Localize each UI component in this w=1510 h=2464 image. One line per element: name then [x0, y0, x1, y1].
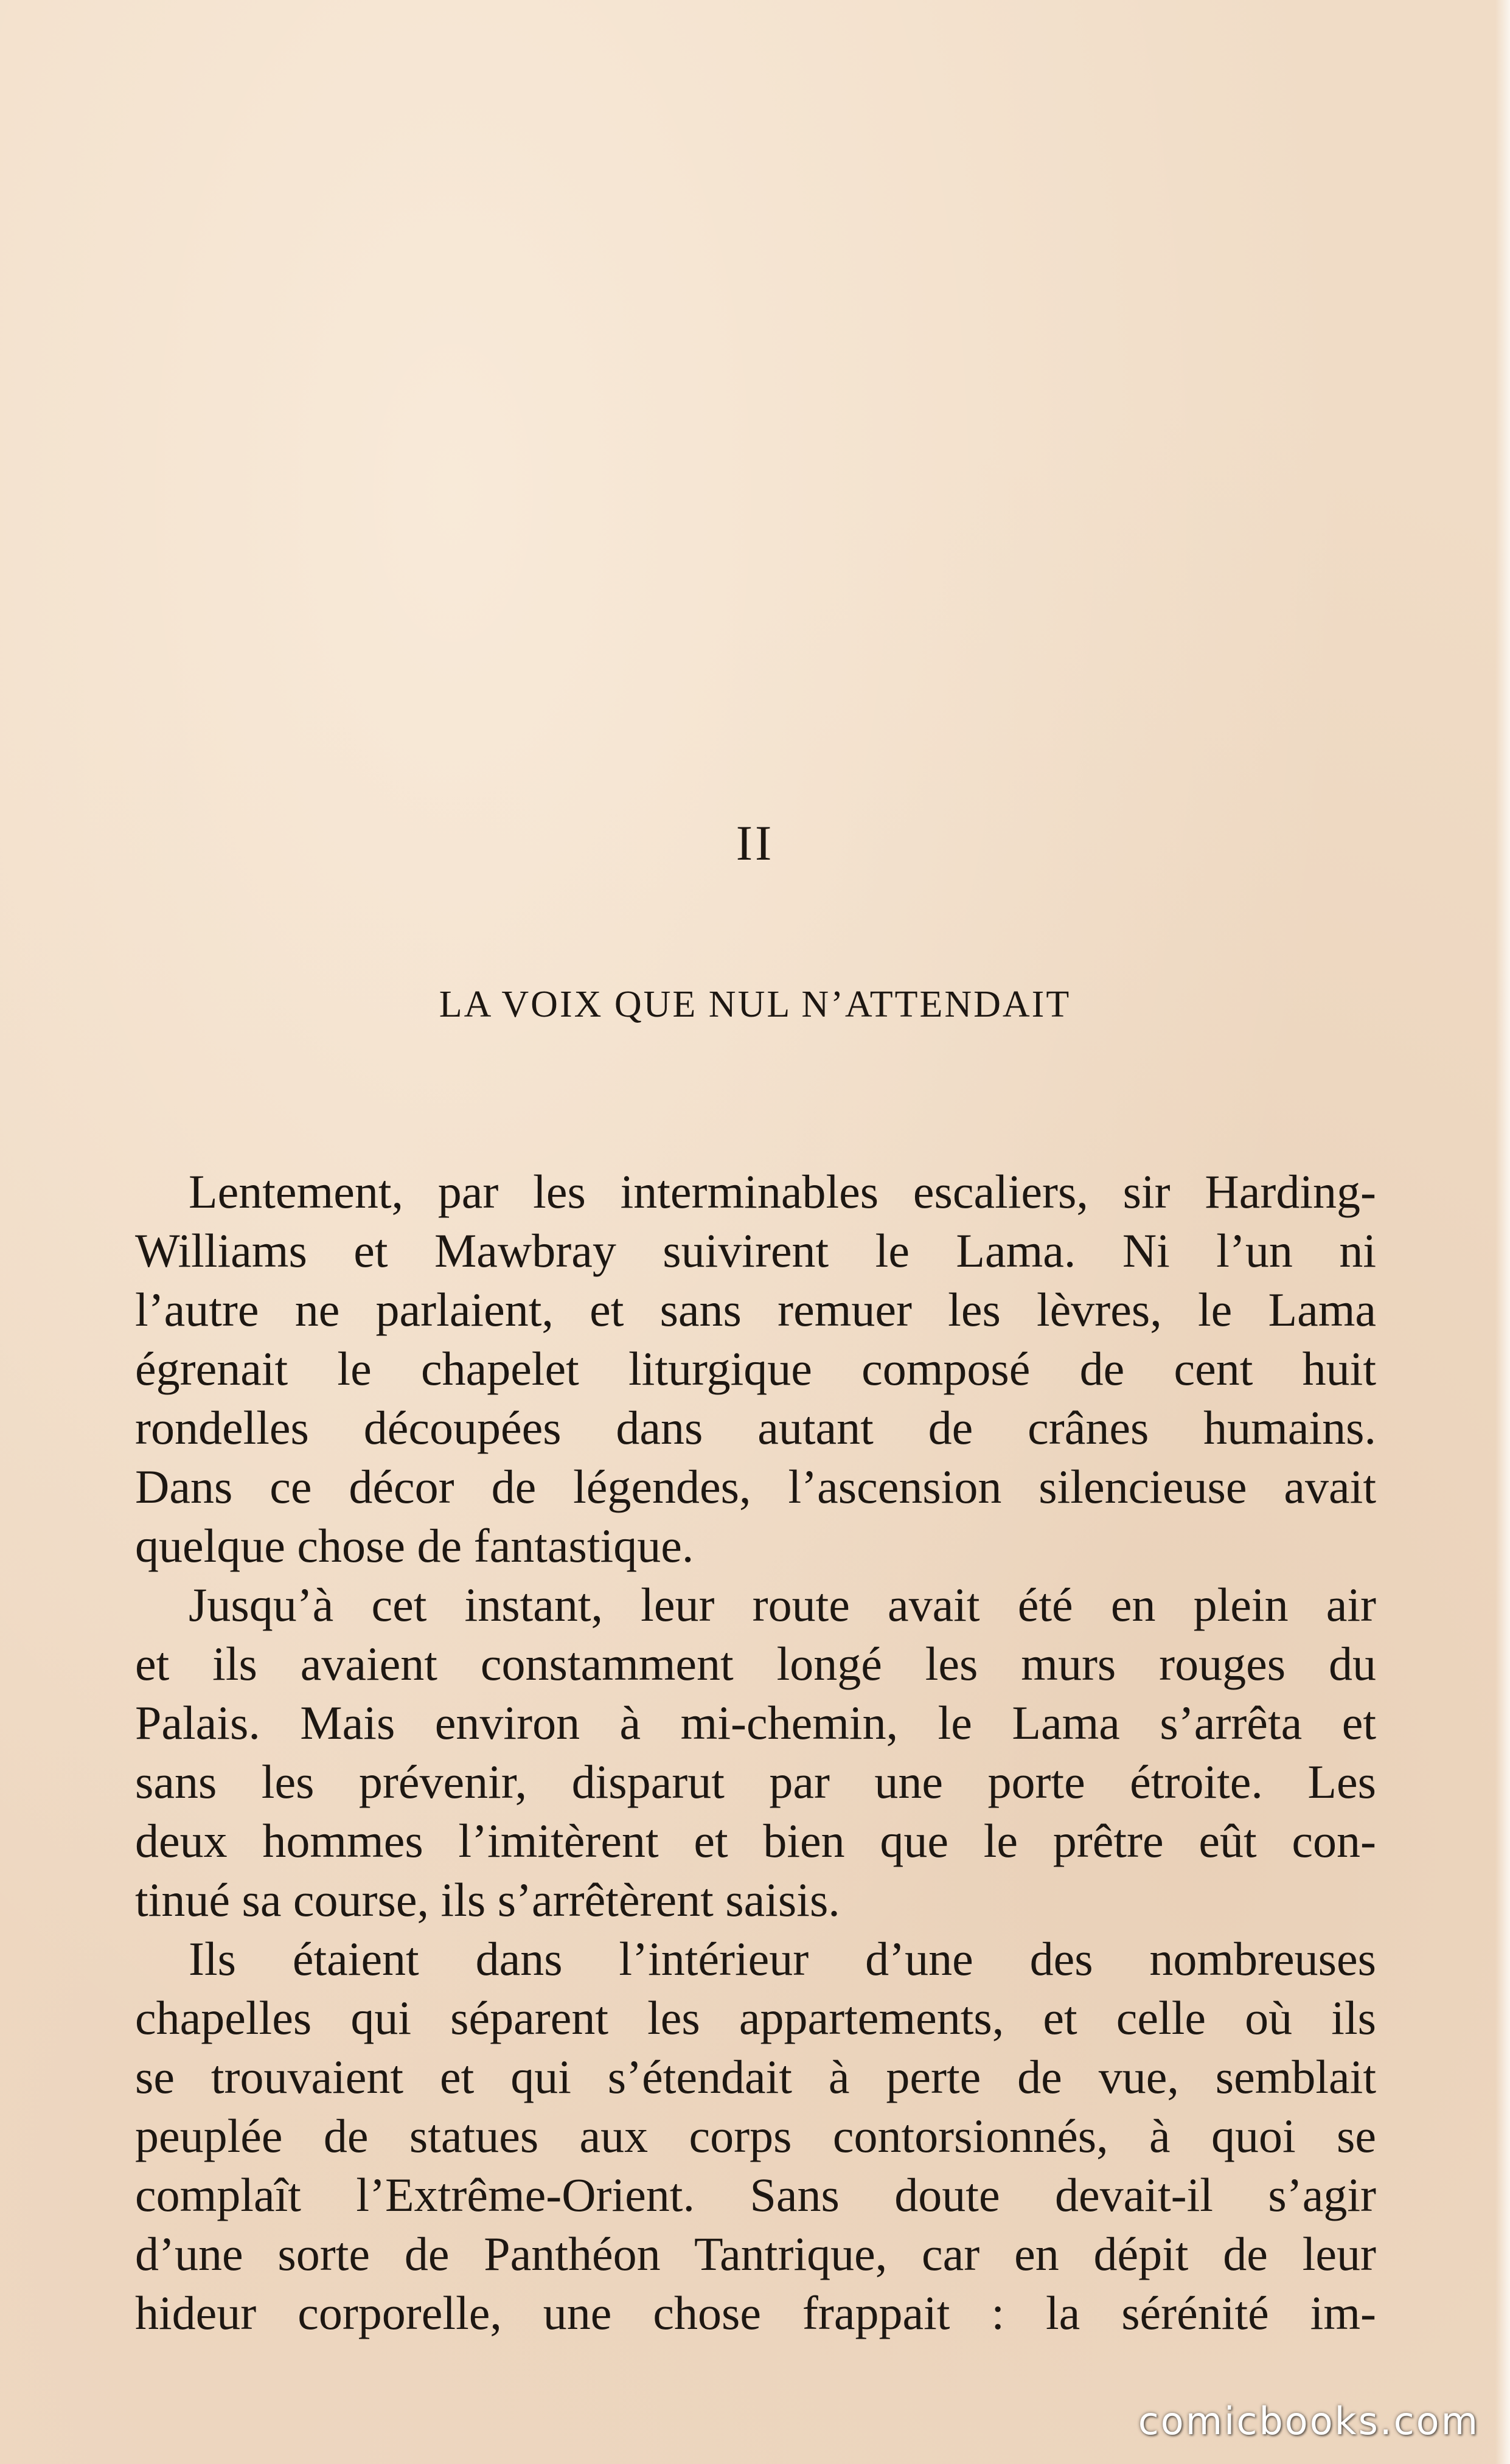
text-line: peuplée de statues aux corps contorsionnés, à quoi se [135, 2109, 1376, 2162]
text-line: Palais. Mais environ à mi-chemin, le Lama s’arrêta et [135, 1696, 1376, 1749]
body-text [135, 1162, 1376, 2342]
text-line: se trouvaient et qui s’étendait à perte de vue, semblait [135, 2050, 1376, 2103]
chapter-number: II [736, 815, 774, 871]
text-line: chapelles qui séparent les appartements, et celle où ils [135, 1991, 1376, 2044]
text-line: rondelles découpées dans autant de crânes humains. [135, 1401, 1376, 1454]
text-line: quelque chose de fantastique. [135, 1519, 694, 1572]
text-line: deux hommes l’imitèrent et bien que le prêtre eût con- [135, 1814, 1376, 1867]
text-line: Jusqu’à cet instant, leur route avait été en plein air [189, 1578, 1376, 1631]
text-line: tinué sa course, ils s’arrêtèrent saisis. [135, 1873, 840, 1926]
text-line: Ils étaient dans l’intérieur d’une des nombreuses [189, 1932, 1376, 1985]
text-line: hideur corporelle, une chose frappait : la sérénité im- [135, 2286, 1376, 2339]
page-edge [1495, 0, 1510, 2464]
text-line: égrenait le chapelet liturgique composé de cent huit [135, 1342, 1376, 1395]
text-line: Dans ce décor de légendes, l’ascension silencieuse avait [135, 1460, 1376, 1513]
text-line: d’une sorte de Panthéon Tantrique, car en dépit de leur [135, 2227, 1376, 2280]
text-line: et ils avaient constamment longé les murs rouges du [135, 1637, 1376, 1690]
text-line: sans les prévenir, disparut par une porte étroite. Les [135, 1755, 1376, 1808]
chapter-title: LA VOIX QUE NUL N’ATTENDAIT [439, 984, 1071, 1025]
text-line: Williams et Mawbray suivirent le Lama. Ni l’un ni [135, 1224, 1376, 1277]
text-line: complaît l’Extrême-Orient. Sans doute devait-il s’agir [135, 2168, 1376, 2221]
text-line: l’autre ne parlaient, et sans remuer les lèvres, le Lama [135, 1283, 1376, 1336]
text-line: Lentement, par les interminables escaliers, sir Harding- [189, 1165, 1376, 1218]
watermark: comicbooks.com [1138, 2399, 1480, 2443]
